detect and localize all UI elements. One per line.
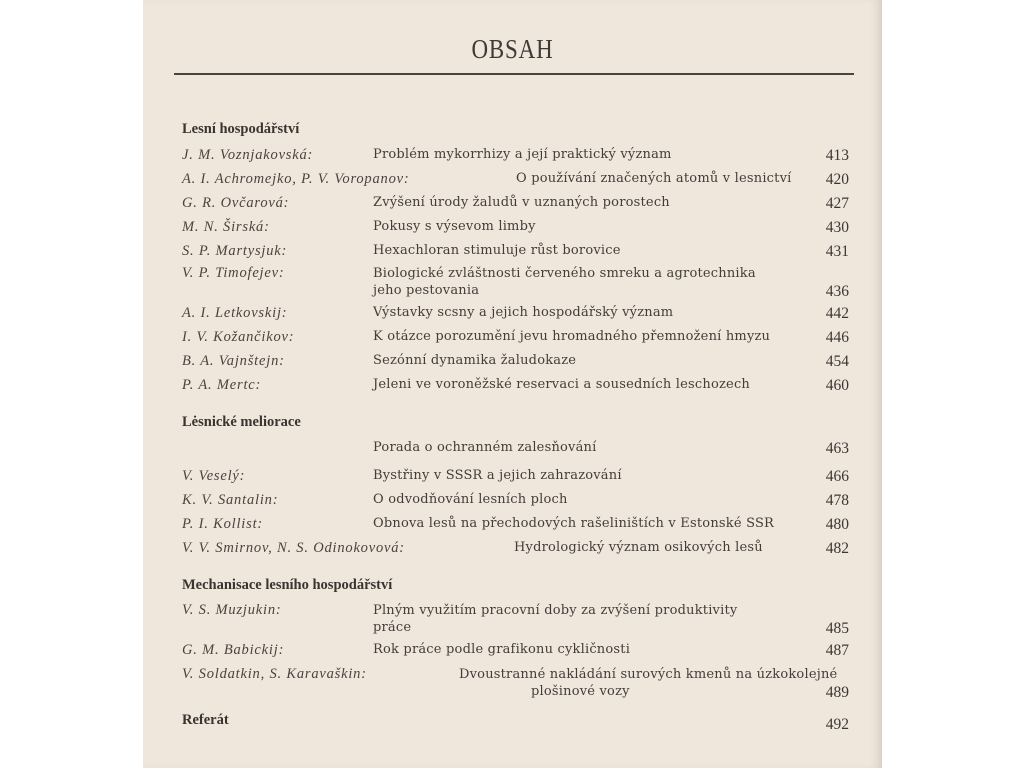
entry-title-block bbox=[373, 265, 756, 299]
entry-title-line2: jeho pestovania bbox=[373, 283, 480, 298]
entry-title: Výstavky scsny a jejich hospodářský význam bbox=[373, 305, 674, 320]
section-heading: Referát bbox=[182, 712, 229, 728]
book-page bbox=[143, 0, 882, 768]
entry-title: Porada o ochranném zalesňování bbox=[373, 440, 597, 455]
section-heading: Lėsnické meliorace bbox=[182, 414, 301, 430]
entry-page: 420 bbox=[825, 171, 849, 188]
entry-author: V. Soldatkin, S. Karavaškin: bbox=[182, 666, 367, 682]
entry-author: V. S. Muzjukin: bbox=[182, 602, 282, 618]
entry-page: 442 bbox=[825, 305, 849, 322]
entry-title: Biologické zvláštnosti červeného smreku a agrotechnika bbox=[373, 266, 756, 281]
entry-page: 480 bbox=[825, 516, 849, 533]
page-title: OBSAH bbox=[471, 34, 554, 64]
entry-author: V. Veselý: bbox=[182, 468, 246, 484]
entry-page: 478 bbox=[825, 492, 849, 509]
entry-author: P. A. Mertc: bbox=[182, 377, 262, 393]
toc-entry[interactable] bbox=[182, 243, 849, 263]
toc-entry[interactable] bbox=[182, 602, 849, 642]
toc-entry[interactable] bbox=[182, 440, 849, 460]
toc-entry[interactable] bbox=[182, 195, 849, 215]
toc-entry[interactable] bbox=[182, 516, 849, 536]
entry-title: Obnova lesů na přechodových rašeliništích v Estonské SSR bbox=[373, 516, 775, 531]
entry-title-block bbox=[373, 602, 737, 636]
toc-entry[interactable] bbox=[182, 305, 849, 325]
entry-page: 436 bbox=[825, 283, 849, 300]
entry-author: V. V. Smirnov, N. S. Odinokovová: bbox=[182, 540, 405, 556]
entry-title: Hexachloran stimuluje růst borovice bbox=[373, 243, 621, 258]
entry-title: O používání značených atomů v lesnictví bbox=[516, 171, 792, 186]
entry-author: A. I. Achromejko, P. V. Voropanov: bbox=[182, 171, 410, 187]
entry-page: 463 bbox=[825, 440, 849, 457]
toc-entry[interactable] bbox=[182, 540, 849, 560]
entry-title: Pokusy s výsevom limby bbox=[373, 219, 536, 234]
entry-page: 485 bbox=[825, 620, 849, 637]
entry-author: G. M. Babickij: bbox=[182, 642, 285, 658]
section-heading: Mechanisace lesního hospodářství bbox=[182, 577, 393, 593]
entry-page: 492 bbox=[825, 716, 849, 733]
toc-entry[interactable] bbox=[182, 666, 849, 706]
entry-page: 482 bbox=[825, 540, 849, 557]
entry-title-block bbox=[459, 666, 837, 700]
entry-title: Problém mykorrhizy a její praktický význam bbox=[373, 147, 672, 162]
toc-entry[interactable] bbox=[182, 329, 849, 349]
toc-entry[interactable] bbox=[182, 377, 849, 397]
title-rule bbox=[174, 73, 854, 75]
toc-entry[interactable] bbox=[182, 147, 849, 167]
entry-title: Bystřiny v SSSR a jejich zahrazování bbox=[373, 468, 622, 483]
entry-author: J. M. Voznjakovská: bbox=[182, 147, 314, 163]
entry-page: 489 bbox=[825, 684, 849, 701]
entry-page: 413 bbox=[825, 147, 849, 164]
entry-page: 466 bbox=[825, 468, 849, 485]
toc-entry[interactable] bbox=[182, 642, 849, 662]
entry-page: 446 bbox=[825, 329, 849, 346]
toc-entry[interactable] bbox=[182, 265, 849, 305]
entry-author: S. P. Martysjuk: bbox=[182, 243, 288, 259]
entry-author: V. P. Timofejev: bbox=[182, 265, 285, 281]
entry-author: G. R. Ovčarová: bbox=[182, 195, 290, 211]
toc-entry[interactable] bbox=[182, 468, 849, 488]
entry-title: Sezónní dynamika žaludokaze bbox=[373, 353, 577, 368]
entry-page: 487 bbox=[825, 642, 849, 659]
entry-title: Dvoustranné nakládání surových kmenů na úzkokolejné bbox=[459, 667, 838, 682]
toc-entry[interactable] bbox=[182, 171, 849, 191]
entry-title: Hydrologický význam osikových lesů bbox=[514, 540, 763, 555]
entry-title: Jeleni ve voroněžské reservaci a sousedních leschozech bbox=[373, 377, 750, 392]
entry-title-line2: práce bbox=[373, 620, 412, 635]
entry-title: Rok práce podle grafikonu cykličnosti bbox=[373, 642, 631, 657]
toc-entry[interactable] bbox=[182, 492, 849, 512]
entry-author: A. I. Letkovskij: bbox=[182, 305, 288, 321]
toc-entry[interactable] bbox=[182, 219, 849, 239]
toc-entry[interactable] bbox=[182, 353, 849, 373]
section-heading: Lesní hospodářství bbox=[182, 121, 300, 137]
entry-author: I. V. Kožančikov: bbox=[182, 329, 295, 345]
entry-author: P. I. Kollist: bbox=[182, 516, 264, 532]
entry-title-line2: plošinové vozy bbox=[531, 684, 630, 699]
entry-page: 460 bbox=[825, 377, 849, 394]
entry-title: Plným využitím pracovní doby za zvýšení produktivity bbox=[373, 603, 738, 618]
entry-page: 454 bbox=[825, 353, 849, 370]
entry-author: B. A. Vajnštejn: bbox=[182, 353, 285, 369]
entry-page: 431 bbox=[825, 243, 849, 260]
entry-page: 427 bbox=[825, 195, 849, 212]
entry-title: K otázce porozumění jevu hromadného přemnožení hmyzu bbox=[373, 329, 771, 344]
toc-entry-referat[interactable] bbox=[182, 712, 849, 732]
entry-author: M. N. Širská: bbox=[182, 219, 270, 235]
entry-page: 430 bbox=[825, 219, 849, 236]
entry-author: K. V. Santalin: bbox=[182, 492, 279, 508]
entry-title: O odvodňování lesních ploch bbox=[373, 492, 568, 507]
entry-title: Zvýšení úrody žaludů v uznaných porostech bbox=[373, 195, 670, 210]
